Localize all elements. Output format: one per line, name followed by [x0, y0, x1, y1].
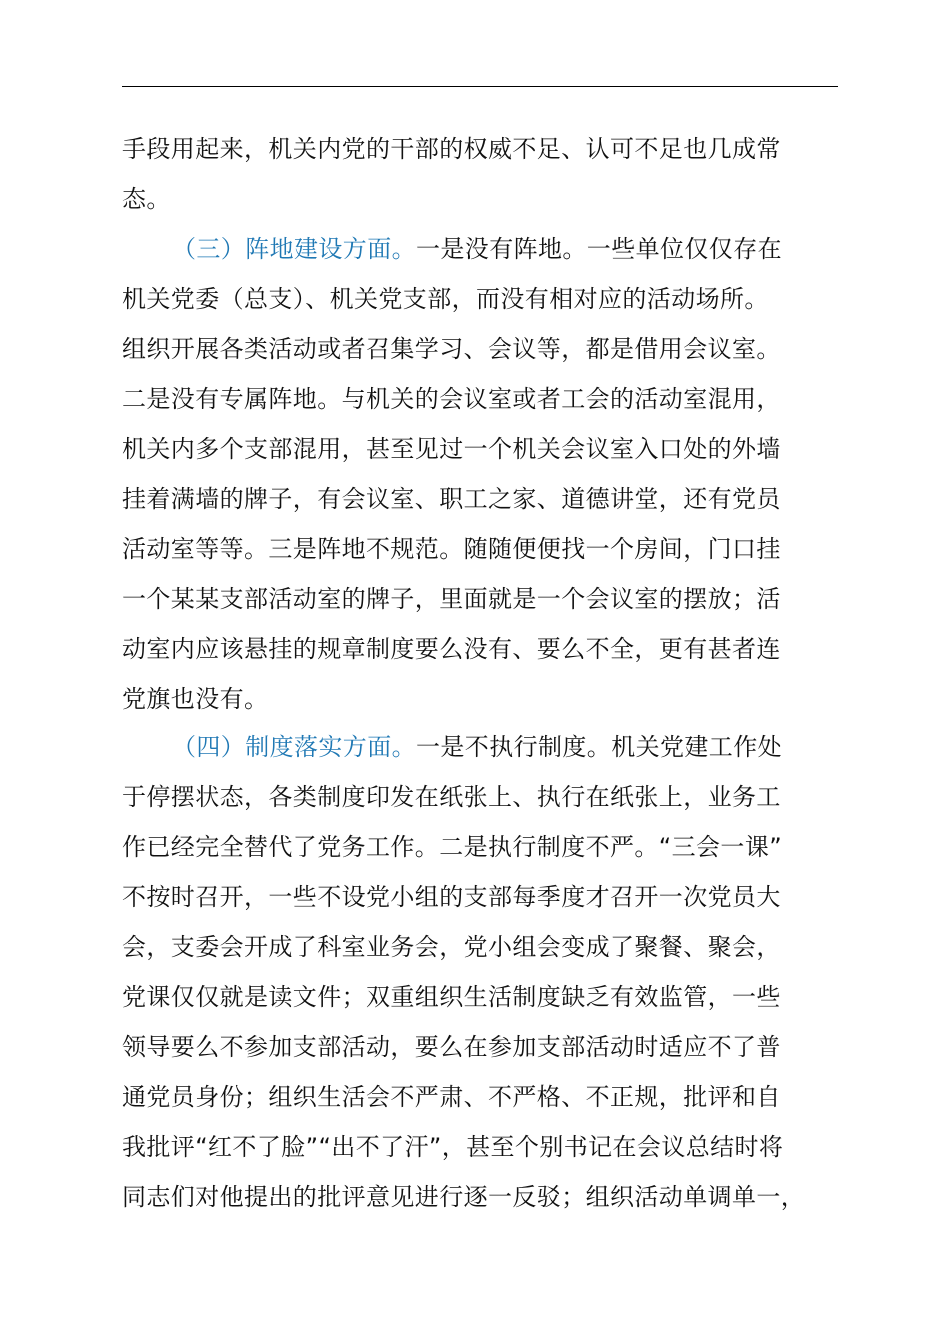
paragraph-2-line-2: 组织开展各类活动或者召集学习、会议等，都是借用会议室。	[122, 335, 781, 363]
paragraph-3-line-5: 党课仅仅就是读文件；双重组织生活制度缺乏有效监管，一些	[122, 983, 781, 1011]
paragraph-3-line-7: 通党员身份；组织生活会不严肃、不严格、不正规，批评和自	[122, 1083, 781, 1111]
paragraph-1-line-2: 态。	[122, 185, 171, 213]
paragraph-3-line-4: 会，支委会开成了科室业务会，党小组会变成了聚餐、聚会，	[122, 933, 781, 961]
paragraph-2-line-6: 活动室等等。三是阵地不规范。随随便便找一个房间，门口挂	[122, 535, 781, 563]
paragraph-2-line-5: 挂着满墙的牌子，有会议室、职工之家、道德讲堂，还有党员	[122, 485, 781, 513]
paragraph-2-first-line-text: 一是没有阵地。一些单位仅仅存在	[416, 235, 782, 263]
paragraph-3-line-6: 领导要么不参加支部活动，要么在参加支部活动时适应不了普	[122, 1033, 781, 1061]
paragraph-3-first-line-text: 一是不执行制度。机关党建工作处	[416, 733, 782, 761]
header-rule	[122, 86, 838, 87]
section-heading-system-implementation: （四）制度落实方面。	[172, 733, 416, 761]
paragraph-2-line-3: 二是没有专属阵地。与机关的会议室或者工会的活动室混用，	[122, 385, 781, 413]
paragraph-3-line-1: 于停摆状态，各类制度印发在纸张上、执行在纸张上，业务工	[122, 783, 781, 811]
paragraph-2-line-8: 动室内应该悬挂的规章制度要么没有、要么不全，更有甚者连	[122, 635, 781, 663]
paragraph-3-first-line	[172, 722, 838, 772]
section-heading-position-building: （三）阵地建设方面。	[172, 235, 416, 263]
paragraph-2-line-1: 机关党委（总支）、机关党支部，而没有相对应的活动场所。	[122, 285, 769, 313]
paragraph-2-line-9: 党旗也没有。	[122, 685, 269, 713]
paragraph-2-first-line	[172, 224, 838, 274]
paragraph-3-line-2: 作已经完全替代了党务工作。二是执行制度不严。“三会一课”	[122, 833, 783, 861]
paragraph-2-line-7: 一个某某支部活动室的牌子，里面就是一个会议室的摆放；活	[122, 585, 781, 613]
paragraph-1-line-1: 手段用起来，机关内党的干部的权威不足、认可不足也几成常	[122, 135, 781, 163]
paragraph-2-line-4: 机关内多个支部混用，甚至见过一个机关会议室入口处的外墙	[122, 435, 781, 463]
paragraph-3-line-3: 不按时召开，一些不设党小组的支部每季度才召开一次党员大	[122, 883, 781, 911]
paragraph-3-line-9: 同志们对他提出的批评意见进行逐一反驳；组织活动单调单一，	[122, 1183, 806, 1211]
paragraph-3-line-8: 我批评“红不了脸”“出不了汗”，甚至个别书记在会议总结时将	[122, 1133, 784, 1161]
